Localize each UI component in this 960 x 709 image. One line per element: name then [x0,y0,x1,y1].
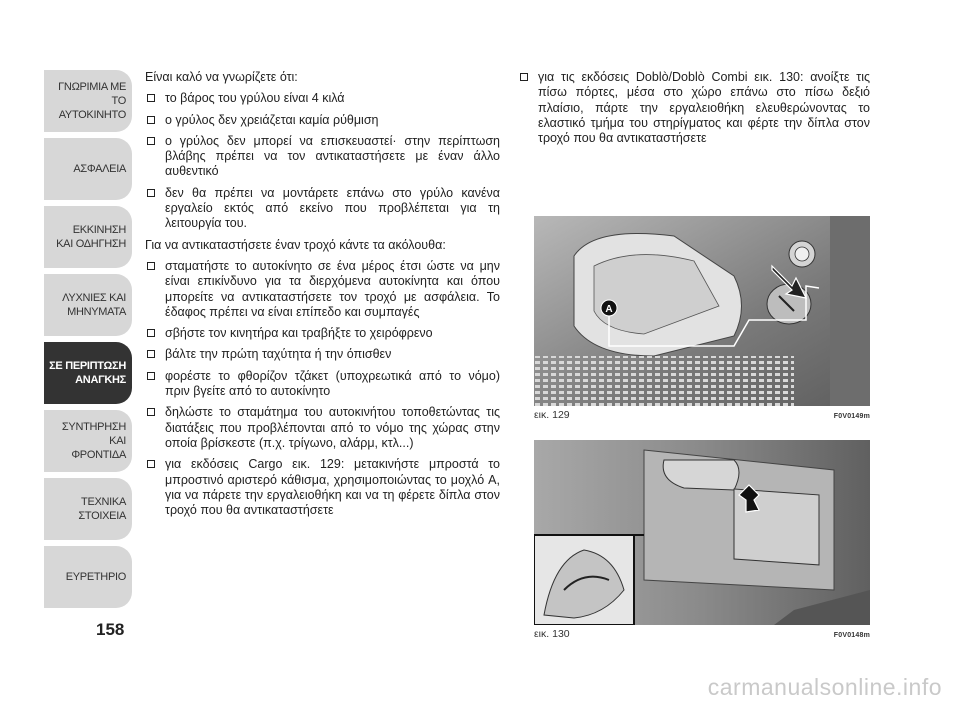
tab-lights-messages[interactable]: ΛΥΧΝΙΕΣ ΚΑΙ ΜΗΝΥΜΑΤΑ [44,274,132,336]
figure-130 [534,440,870,640]
figure-129 [534,216,870,421]
checkbox-bullet-icon [147,94,155,102]
watermark: carmanualsonline.info [707,674,942,700]
list-item-text: φορέστε το φθορίζον τζάκετ (υποχρεωτικά από το νόμο) πριν βγείτε από το αυτοκίνητο [165,368,500,399]
checkbox-bullet-icon [147,137,155,145]
list-item-text: για τις εκδόσεις Doblò/Doblò Combi εικ. 130: ανοίξτε τις πίσω πόρτες, μέσα στο χώρο επάνω στο πίσω δεξιό πλαίσιο, πάρτε την εργαλειοθήκη ελευθερώνοντας το ελαστικό τμήμα του στηρίγματος και φέρτε την δίπλα στον τροχό που θα αντικαταστήσετε [538,70,870,146]
checkbox-bullet-icon [147,262,155,270]
checkbox-bullet-icon [147,116,155,124]
list-item [145,259,500,320]
checkbox-bullet-icon [147,372,155,380]
checkbox-bullet-icon [520,73,528,81]
list-item [145,113,500,128]
figure-130-caption [534,628,870,640]
list-item-text: για εκδόσεις Cargo εικ. 129: μετακινήστε μπροστά το μπροστινό αριστερό κάθισμα, χρησιμοποιώντας το μοχλό A, για να πάρετε την εργαλειοθήκη και να τη φέρετε δίπλα στον τροχό που θα αντικαταστήσετε [165,457,500,518]
page-number: 158 [96,620,125,639]
tab-technical-data[interactable]: ΤΕΧΝΙΚΑ ΣΤΟΙΧΕΙΑ [44,478,132,540]
list-item-text: το βάρος του γρύλου είναι 4 κιλά [165,91,345,106]
tab-index[interactable]: ΕΥΡΕΤΗΡΙΟ [44,546,132,608]
list-item-text: σταματήστε το αυτοκίνητο σε ένα μέρος έτσι ώστε να μην είναι επικίνδυνο για τα διερχόμενα αυτοκίνητα και όπου μπορείτε να αντικαταστήσετε τον τροχό με ασφάλεια. Το έδαφος πρέπει να είναι επίπεδο και συμπαγές [165,258,500,319]
list-item-text: δηλώστε το σταμάτημα του αυτοκινήτου τοποθετώντας τις διατάξεις που προβλέπονται από το νόμο της χώρας στην οποία βρίσκεστε (π.χ. τρίγωνο, αλάρμ, κτλ...) [165,405,500,450]
list-item-text: βάλτε την πρώτη ταχύτητα ή την όπισθεν [165,347,392,362]
list-item [145,134,500,180]
figure-129-illustration [534,216,870,406]
list-item [145,405,500,451]
figure-130-illustration [534,440,870,625]
figure-129-code: F0V0149m [833,413,870,420]
checkbox-bullet-icon [147,329,155,337]
subheading: Για να αντικαταστήσετε έναν τροχό κάντε τα ακόλουθα: [145,237,446,252]
tab-starting-driving[interactable]: ΕΚΚΙΝΗΣΗ ΚΑΙ ΟΔΗΓΗΣΗ [44,206,132,268]
list-item-text: ο γρύλος δεν χρειάζεται καμία ρύθμιση [165,112,379,127]
figure-130-label: εικ. 130 [534,628,570,640]
list-item [145,347,500,362]
checkbox-bullet-icon [147,350,155,358]
list-item-text: δεν θα πρέπει να μοντάρετε επάνω στο γρύλο κανένα εργαλείο εκτός από εκείνο που προβλέπεται για τη λειτουργία του. [165,185,500,231]
intro-text: Είναι καλό να γνωρίζετε ότι: [145,70,298,84]
list-item [145,369,500,400]
tab-emergency[interactable]: ΣΕ ΠΕΡΙΠΤΩΣΗ ΑΝΑΓΚΗΣ [44,342,132,404]
list-item-text: σβήστε τον κινητήρα και τραβήξτε το χειρόφρενο [165,326,433,341]
list-item [145,186,500,232]
right-text-column [518,70,870,152]
list-item-text: ο γρύλος δεν μπορεί να επισκευαστεί· στην περίπτωση βλάβης πρέπει να τον αντικαταστήσετε με έναν άλλο αυθεντικό [165,133,500,179]
checkbox-bullet-icon [147,408,155,416]
figure-129-label: εικ. 129 [534,409,570,421]
figure-129-caption [534,409,870,421]
checkbox-bullet-icon [147,460,155,468]
tab-getting-to-know[interactable]: ΓΝΩΡΙΜΙΑ ΜΕ ΤΟ ΑΥΤΟΚΙΝΗΤΟ [44,70,132,132]
figure-130-code: F0V0148m [833,632,870,639]
marker-a-label: A [605,304,613,315]
list-item [145,91,500,106]
list-item [145,457,500,518]
checkbox-bullet-icon [147,189,155,197]
list-item [145,326,500,341]
tab-safety[interactable]: ΑΣΦΑΛΕΙΑ [44,138,132,200]
tab-maintenance[interactable]: ΣΥΝΤΗΡΗΣΗ ΚΑΙ ΦΡΟΝΤΙΔΑ [44,410,132,472]
list-item [518,70,870,146]
left-text-column [145,70,500,524]
